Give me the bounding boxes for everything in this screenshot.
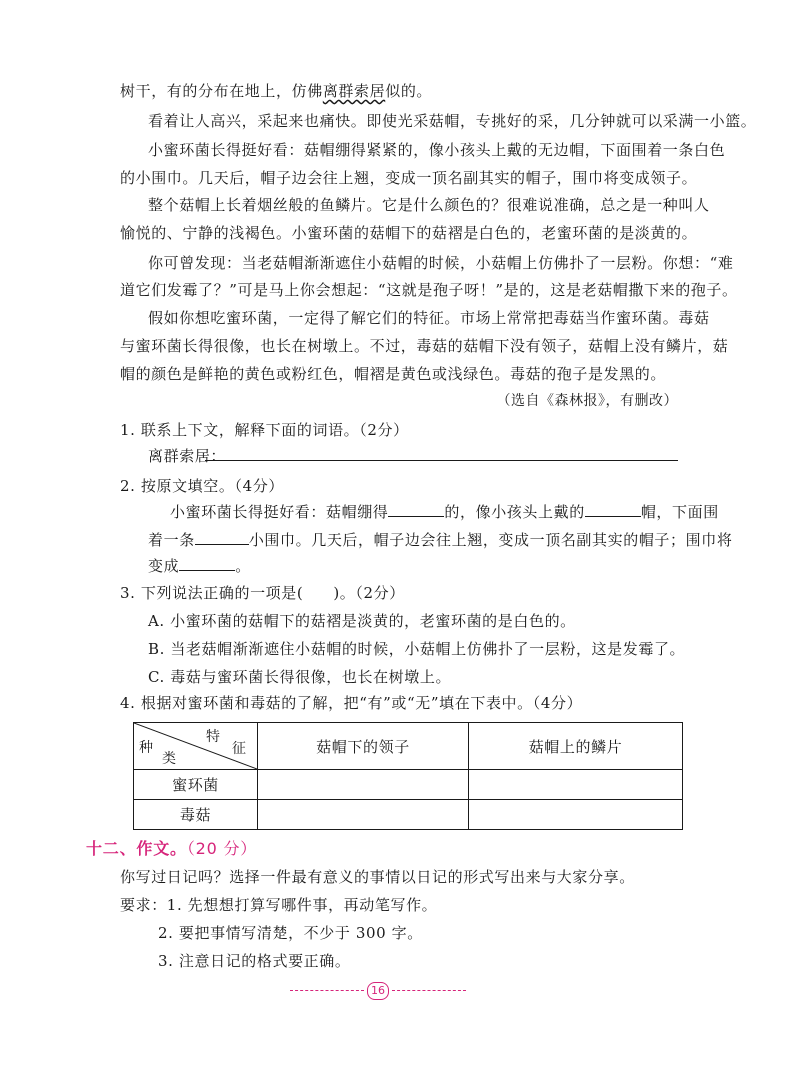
requirement-2: 2. 要把事情写清楚，不少于 300 字。 <box>158 924 423 942</box>
answer-cell[interactable] <box>258 800 469 830</box>
header-kind-char-1: 种 <box>139 740 154 756</box>
question-4-title: 4. 根据对蜜环菌和毒菇的了解，把“有”或“无”填在下表中。（4分） <box>120 694 583 712</box>
wavy-underlined-term: 离群索居 <box>322 82 386 100</box>
header-kind-char-2: 类 <box>162 751 177 767</box>
column-header-collar: 菇帽下的领子 <box>258 723 469 770</box>
row-header-mihuanjun: 蜜环菌 <box>134 770 258 800</box>
footer-dash-right <box>392 990 466 991</box>
header-feature-char-1: 特 <box>206 729 221 745</box>
question-1-title: 1. 联系上下文，解释下面的词语。（2分） <box>120 421 409 439</box>
passage-line-10: 与蜜环菌长得很像，也长在树墩上。不过，毒菇的菇帽下没有领子，菇帽上没有鳞片，菇 <box>120 337 729 355</box>
header-feature-char-2: 征 <box>232 741 247 757</box>
answer-cell[interactable] <box>469 770 683 800</box>
composition-prompt: 你写过日记吗？选择一件最有意义的事情以日记的形式写出来与大家分享。 <box>120 868 635 886</box>
passage-line-6: 愉悦的、宁静的浅褐色。小蜜环菌的菇帽下的菇褶是白色的，老蜜环菌的是淡黄的。 <box>120 224 698 242</box>
question-2-line-1: 小蜜环菌长得挺好看：菇帽绷得 的，像小孩头上戴的 帽，下面围 <box>170 500 719 523</box>
passage-line-4: 的小围巾。几天后，帽子边会往上翘，变成一顶名副其实的帽子，围巾将变成领子。 <box>120 169 698 187</box>
feature-table <box>133 722 683 830</box>
option-b: B. 当老菇帽渐渐遮住小菇帽的时候，小菇帽上仿佛扑了一层粉，这是发霉了。 <box>148 640 686 658</box>
diagonal-header-cell <box>134 723 258 770</box>
option-a: A. 小蜜环菌的菇帽下的菇褶是淡黄的，老蜜环菌的是白色的。 <box>148 612 576 630</box>
option-c: C. 毒菇与蜜环菌长得很像，也长在树墩上。 <box>148 668 452 686</box>
page-number: 16 <box>367 982 389 1000</box>
question-1-term: 离群索居： <box>148 447 227 465</box>
column-header-scales: 菇帽上的鳞片 <box>469 723 683 770</box>
question-2-line-3: 变成 。 <box>148 554 251 577</box>
passage-line-2: 看着让人高兴，采起来也痛快。即使光采菇帽，专挑好的采，几分钟就可以采满一小篮。 <box>148 112 757 130</box>
passage-line-9: 假如你想吃蜜环菌，一定得了解它们的特征。市场上常常把毒菇当作蜜环菌。毒菇 <box>148 309 710 327</box>
section-12-heading: 十二、作文。（20 分） <box>86 839 258 858</box>
passage-text: 似的。 <box>385 82 433 100</box>
page-number-footer <box>0 982 800 998</box>
passage-line-8: 道它们发霉了？”可是马上你会想起：“这就是孢子呀！”是的，这是老菇帽撒下来的孢子。 <box>120 281 738 299</box>
fill-blank-2[interactable] <box>585 500 641 517</box>
footer-dash-left <box>290 990 364 991</box>
question-3-title: 3. 下列说法正确的一项是( )。（2分） <box>120 584 405 602</box>
requirement-3: 3. 注意日记的格式要正确。 <box>158 952 351 970</box>
passage-line-5: 整个菇帽上长着烟丝般的鱼鳞片。它是什么颜色的？很难说准确，总之是一种叫人 <box>148 196 710 214</box>
passage-line-1 <box>120 80 432 102</box>
question-2-line-2: 着一条 小围巾。几天后，帽子边会往上翘，变成一顶名副其实的帽子；围巾将 <box>148 528 732 551</box>
passage-source: （选自《森林报》，有删改） <box>496 393 678 409</box>
requirement-1: 要求：1. 先想想打算写哪件事，再动笔写作。 <box>120 896 438 914</box>
fill-blank-3[interactable] <box>195 528 249 545</box>
passage-line-7: 你可曾发现：当老菇帽渐渐遮住小菇帽的时候，小菇帽上仿佛扑了一层粉。你想：“难 <box>148 254 734 272</box>
fill-blank-4[interactable] <box>179 554 235 571</box>
passage-text: 树干，有的分布在地上，仿佛 <box>120 82 323 100</box>
answer-cell[interactable] <box>469 800 683 830</box>
fill-blank-1[interactable] <box>388 500 444 517</box>
question-2-title: 2. 按原文填空。（4分） <box>120 477 284 495</box>
row-header-dugu: 毒菇 <box>134 800 258 830</box>
answer-line-q1[interactable] <box>205 460 678 461</box>
passage-line-3: 小蜜环菌长得挺好看：菇帽绷得紧紧的，像小孩头上戴的无边帽，下面围着一条白色 <box>148 141 726 159</box>
answer-cell[interactable] <box>258 770 469 800</box>
passage-line-11: 帽的颜色是鲜艳的黄色或粉红色，帽褶是黄色或浅绿色。毒菇的孢子是发黑的。 <box>120 365 667 383</box>
